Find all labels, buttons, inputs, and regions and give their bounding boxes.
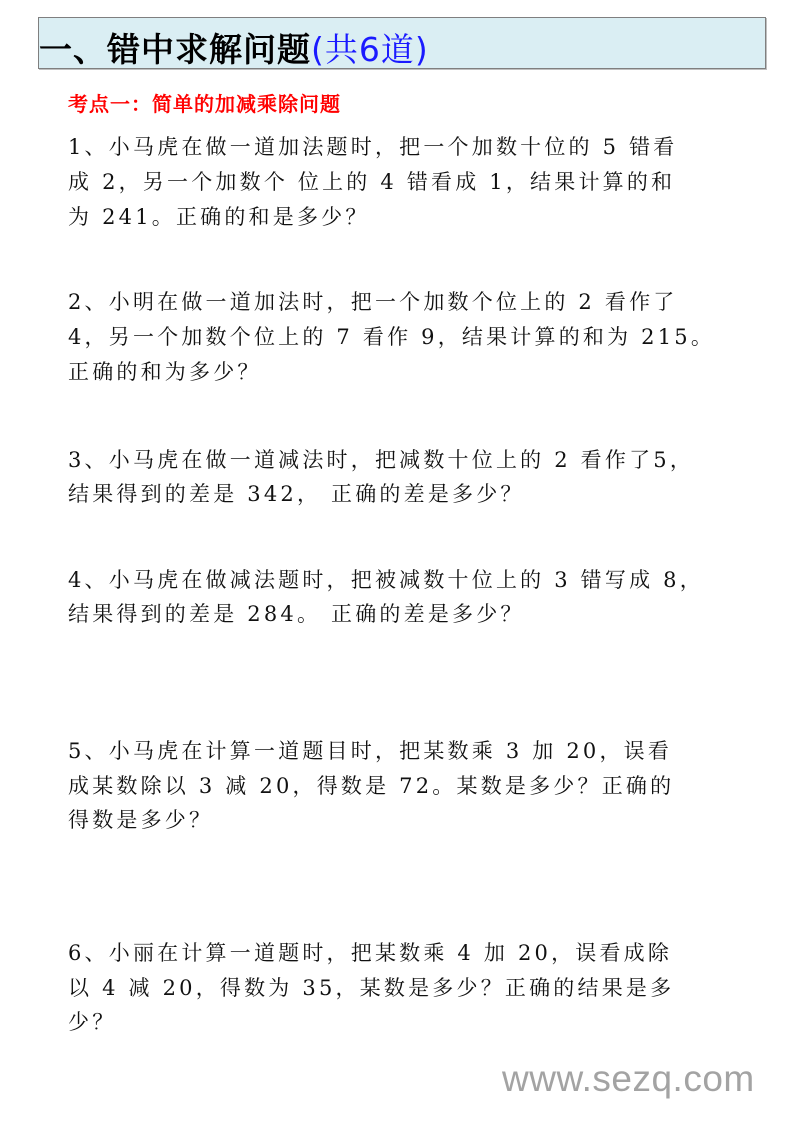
question-line: 结果得到的差是 284。 正确的差是多少？ xyxy=(68,602,525,626)
question-line: 成某数除以 3 减 20，得数是 72。某数是多少？正确的 xyxy=(68,774,675,798)
section-title-box xyxy=(38,17,766,69)
question-line: 2、小明在做一道加法时，把一个加数个位上的 2 看作了 xyxy=(68,290,678,314)
section-title-main: 一、错中求解问题 xyxy=(39,30,311,69)
question-line: 少？ xyxy=(68,1010,117,1034)
section-title xyxy=(39,24,429,71)
question-line: 3、小马虎在做一道减法时，把减数十位上的 2 看作了5， xyxy=(68,448,695,472)
question-line: 4、小马虎在做减法题时，把被减数十位上的 3 错写成 8， xyxy=(68,568,704,592)
topic-subtitle: 考点一：简单的加减乘除问题 xyxy=(68,92,341,116)
section-title-count: (共6道) xyxy=(311,30,429,69)
question-line: 结果得到的差是 342， 正确的差是多少？ xyxy=(68,482,525,506)
watermark: www.sezq.com xyxy=(502,1058,755,1099)
question-line: 6、小丽在计算一道题时，把某数乘 4 加 20，误看成除 xyxy=(68,941,673,965)
question-line: 1、小马虎在做一道加法题时，把一个加数十位的 5 错看 xyxy=(68,135,678,159)
question-line: 为 241。正确的和是多少？ xyxy=(68,205,370,229)
question-line: 正确的和为多少？ xyxy=(68,360,262,384)
question-line: 5、小马虎在计算一道题目时，把某数乘 3 加 20，误看 xyxy=(68,739,673,763)
question-line: 4，另一个加数个位上的 7 看作 9，结果计算的和为 215。 xyxy=(68,325,716,349)
question-line: 以 4 减 20，得数为 35，某数是多少？正确的结果是多 xyxy=(68,976,675,1000)
question-line: 成 2，另一个加数个 位上的 4 错看成 1，结果计算的和 xyxy=(68,170,676,194)
question-line: 得数是多少？ xyxy=(68,808,214,832)
